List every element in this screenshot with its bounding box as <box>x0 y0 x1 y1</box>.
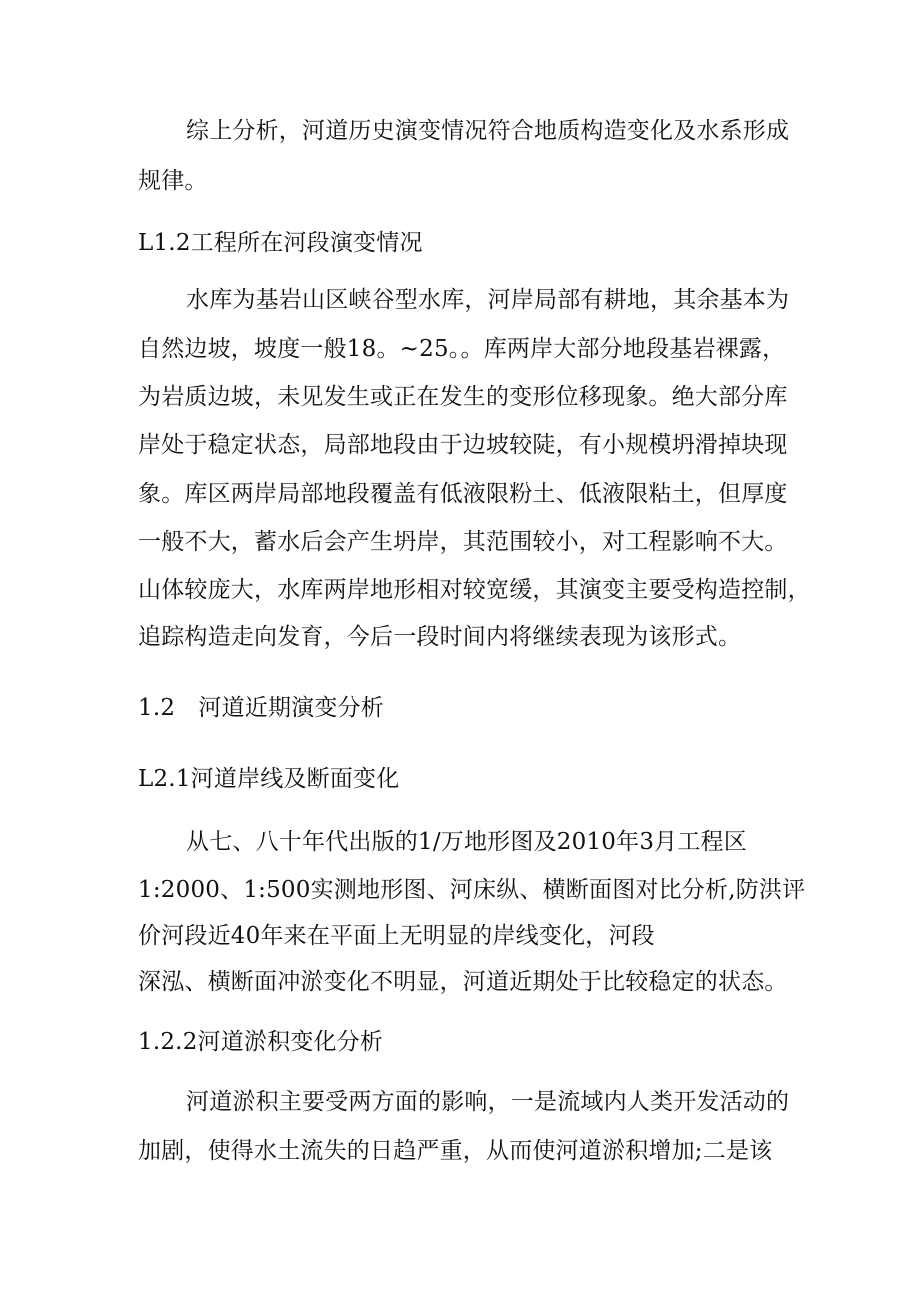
section-heading: 1.2 河道近期演变分析 <box>138 695 384 721</box>
section-heading: L1.2工程所在河段演变情况 <box>138 230 423 256</box>
paragraph-line: 水库为基岩山区峡谷型水库，河岸局部有耕地，其余基本为 <box>186 287 790 313</box>
paragraph-line: 价河段近40年来在平面上无明显的岸线变化，河段 <box>138 923 655 949</box>
paragraph-line: 追踪构造走向发育，今后一段时间内将继续表现为该形式。 <box>138 624 742 650</box>
paragraph-line: 规律。 <box>138 168 208 194</box>
paragraph-line: 自然边坡，坡度一般18。~25。。库两岸大部分地段基岩裸露， <box>138 336 786 362</box>
section-heading: L2.1河道岸线及断面变化 <box>138 766 400 792</box>
paragraph-line: 加剧，使得水土流失的日趋严重，从而使河道淤积增加;二是该 <box>138 1138 773 1164</box>
paragraph-line: 为岩质边坡，未见发生或正在发生的变形位移现象。绝大部分库 <box>138 384 788 410</box>
paragraph-line: 象。库区两岸局部地段覆盖有低液限粉土、低液限粘土，但厚度 <box>138 481 788 507</box>
paragraph-line: 从七、八十年代出版的1/万地形图及2010年3月工程区 <box>186 829 747 855</box>
section-heading: 1.2.2河道淤积变化分析 <box>138 1029 384 1055</box>
paragraph-line: 一般不大，蓄水后会产生坍岸，其范围较小，对工程影响不大。 <box>138 529 788 555</box>
paragraph-line: 1:2000、1:500实测地形图、河床纵、横断面图对比分析,防洪评 <box>138 877 806 903</box>
paragraph-line: 综上分析，河道历史演变情况符合地质构造变化及水系形成 <box>186 118 790 144</box>
paragraph-line: 岸处于稳定状态，局部地段由于边坡较陡，有小规模坍滑掉块现 <box>138 432 788 458</box>
paragraph-line: 河道淤积主要受两方面的影响，一是流域内人类开发活动的 <box>186 1089 790 1115</box>
paragraph-line: 深泓、横断面冲淤变化不明显，河道近期处于比较稳定的状态。 <box>138 969 788 995</box>
paragraph-line: 山体较庞大，水库两岸地形相对较宽缓，其演变主要受构造控制， <box>138 577 811 603</box>
